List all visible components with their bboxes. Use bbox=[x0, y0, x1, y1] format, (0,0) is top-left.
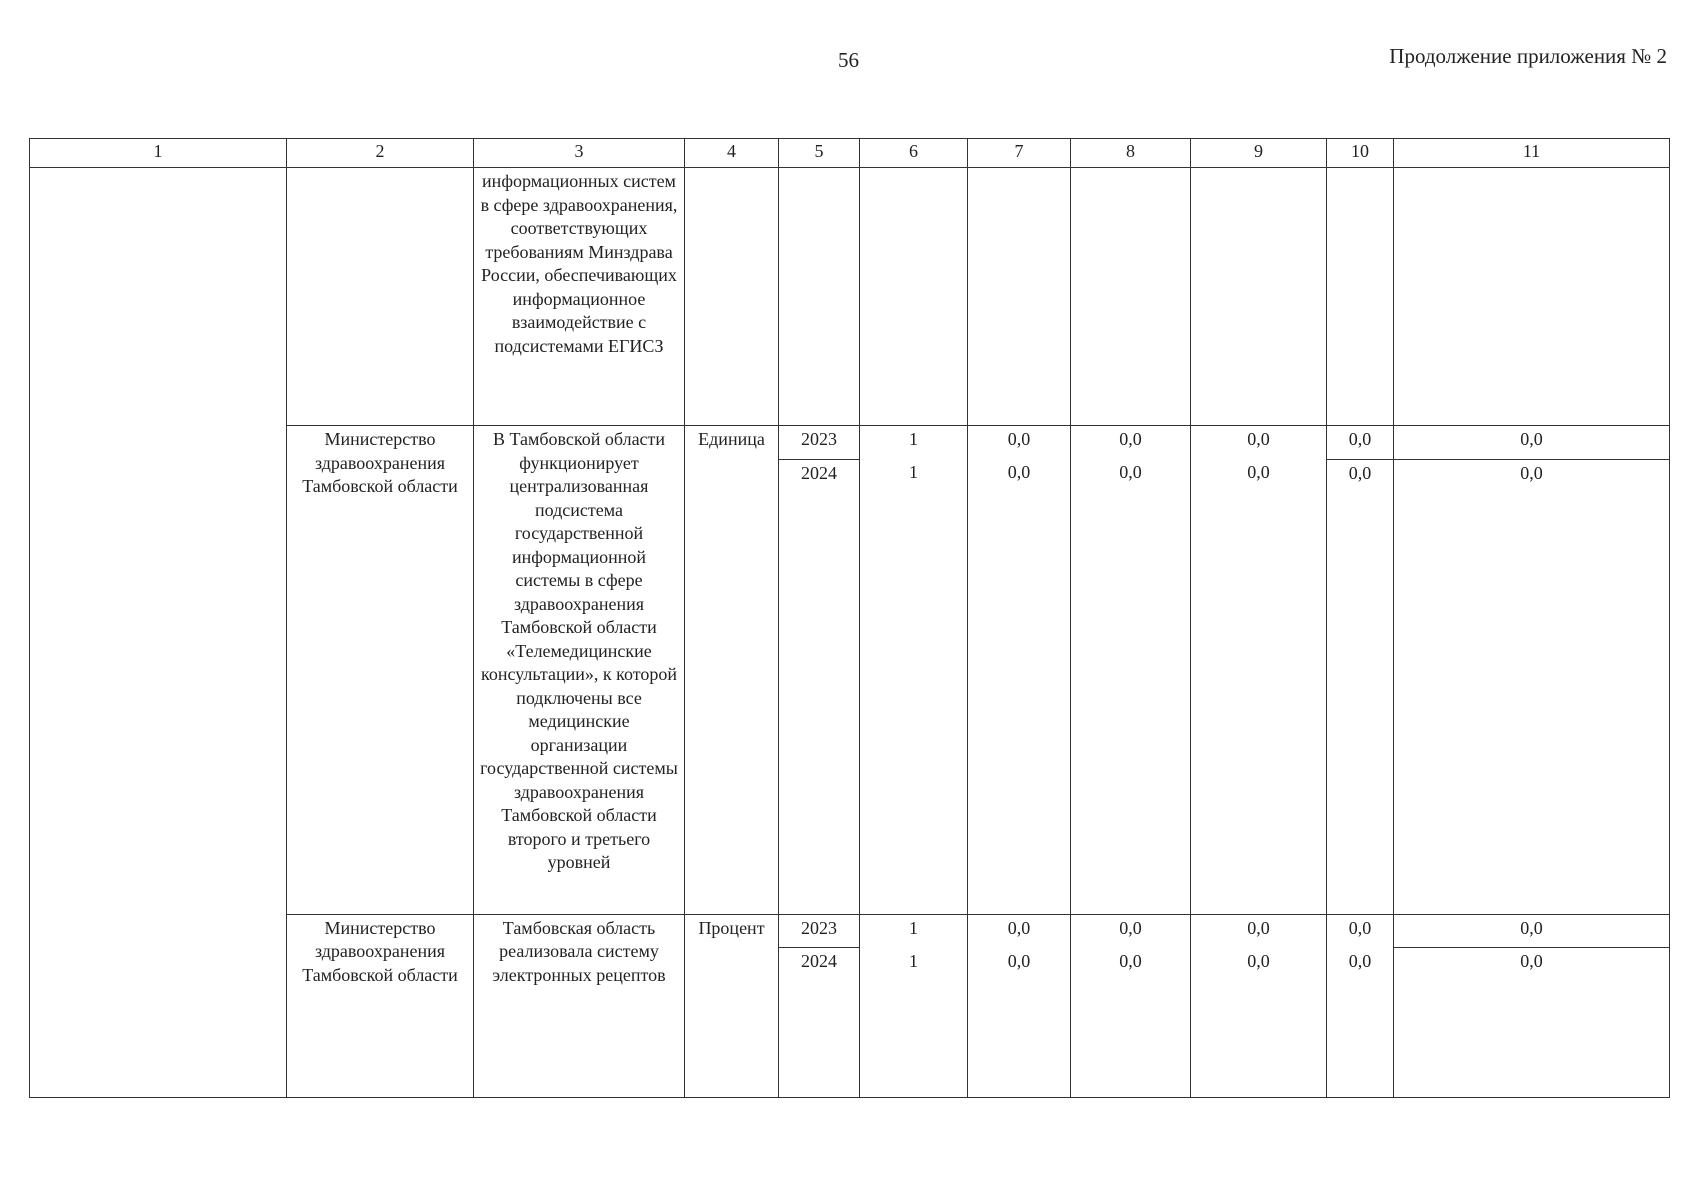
col1-empty-cell bbox=[30, 168, 287, 1098]
column-header: 11 bbox=[1394, 139, 1670, 168]
value-cell: 0,0 bbox=[968, 948, 1071, 1098]
description-cell: Тамбовская область реализовала систему электронных рецептов bbox=[474, 914, 685, 1098]
indicators-table bbox=[29, 138, 1670, 1098]
unit-cell: Единица bbox=[685, 426, 779, 915]
value-cell: 0,0 bbox=[1394, 948, 1670, 1098]
executor-cell: Министерство здравоохранения Тамбовской области bbox=[287, 426, 474, 915]
year-cell: 2023 bbox=[779, 914, 860, 948]
value-cell: 0,0 bbox=[1191, 948, 1327, 1098]
value-cell: 0,0 bbox=[1071, 948, 1191, 1098]
value-cell bbox=[860, 168, 968, 426]
table-row bbox=[30, 168, 1670, 426]
column-header: 8 bbox=[1071, 139, 1191, 168]
value-cell: 0,0 bbox=[968, 459, 1071, 914]
year-cell: 2023 bbox=[779, 426, 860, 460]
value-cell: 1 bbox=[860, 426, 968, 460]
value-cell: 1 bbox=[860, 914, 968, 948]
column-header: 2 bbox=[287, 139, 474, 168]
value-cell: 0,0 bbox=[1191, 426, 1327, 460]
value-cell: 0,0 bbox=[1394, 459, 1670, 914]
header-row bbox=[30, 139, 1670, 168]
column-header: 7 bbox=[968, 139, 1071, 168]
value-cell: 0,0 bbox=[1191, 914, 1327, 948]
value-cell: 0,0 bbox=[1327, 914, 1394, 948]
column-header: 9 bbox=[1191, 139, 1327, 168]
column-header: 1 bbox=[30, 139, 287, 168]
description-cell: информационных систем в сфере здравоохранения, соответствующих требованиям Минздрава России, обеспечивающих информационное взаимодействие с подсистемами ЕГИСЗ bbox=[474, 168, 685, 426]
value-cell: 0,0 bbox=[1327, 948, 1394, 1098]
column-header: 3 bbox=[474, 139, 685, 168]
year-cell: 2024 bbox=[779, 459, 860, 914]
column-header: 6 bbox=[860, 139, 968, 168]
value-cell: 0,0 bbox=[968, 914, 1071, 948]
value-cell: 0,0 bbox=[1327, 459, 1394, 914]
year-cell: 2024 bbox=[779, 948, 860, 1098]
value-cell: 0,0 bbox=[1394, 914, 1670, 948]
value-cell: 1 bbox=[860, 948, 968, 1098]
year-cell bbox=[779, 168, 860, 426]
value-cell: 0,0 bbox=[1071, 914, 1191, 948]
column-header: 10 bbox=[1327, 139, 1394, 168]
value-cell: 0,0 bbox=[1394, 426, 1670, 460]
value-cell bbox=[1071, 168, 1191, 426]
value-cell bbox=[1191, 168, 1327, 426]
value-cell: 0,0 bbox=[1071, 426, 1191, 460]
value-cell: 0,0 bbox=[1327, 426, 1394, 460]
executor-cell: Министерство здравоохранения Тамбовской области bbox=[287, 914, 474, 1098]
value-cell bbox=[1327, 168, 1394, 426]
value-cell bbox=[968, 168, 1071, 426]
value-cell: 0,0 bbox=[968, 426, 1071, 460]
column-header: 5 bbox=[779, 139, 860, 168]
value-cell bbox=[1394, 168, 1670, 426]
page-number: 56 bbox=[838, 48, 859, 72]
value-cell: 1 bbox=[860, 459, 968, 914]
column-header: 4 bbox=[685, 139, 779, 168]
executor-cell bbox=[287, 168, 474, 426]
description-cell: В Тамбовской области функционирует централизованная подсистема государственной информационной системы в сфере здравоохранения Тамбовской области «Телемедицинские консультации», к которой подключены все медицинские организации государственной системы здравоохранения Тамбовской области второго и третьего уровней bbox=[474, 426, 685, 915]
unit-cell: Процент bbox=[685, 914, 779, 1098]
unit-cell bbox=[685, 168, 779, 426]
value-cell: 0,0 bbox=[1071, 459, 1191, 914]
value-cell: 0,0 bbox=[1191, 459, 1327, 914]
appendix-title: Продолжение приложения № 2 bbox=[1389, 44, 1667, 68]
